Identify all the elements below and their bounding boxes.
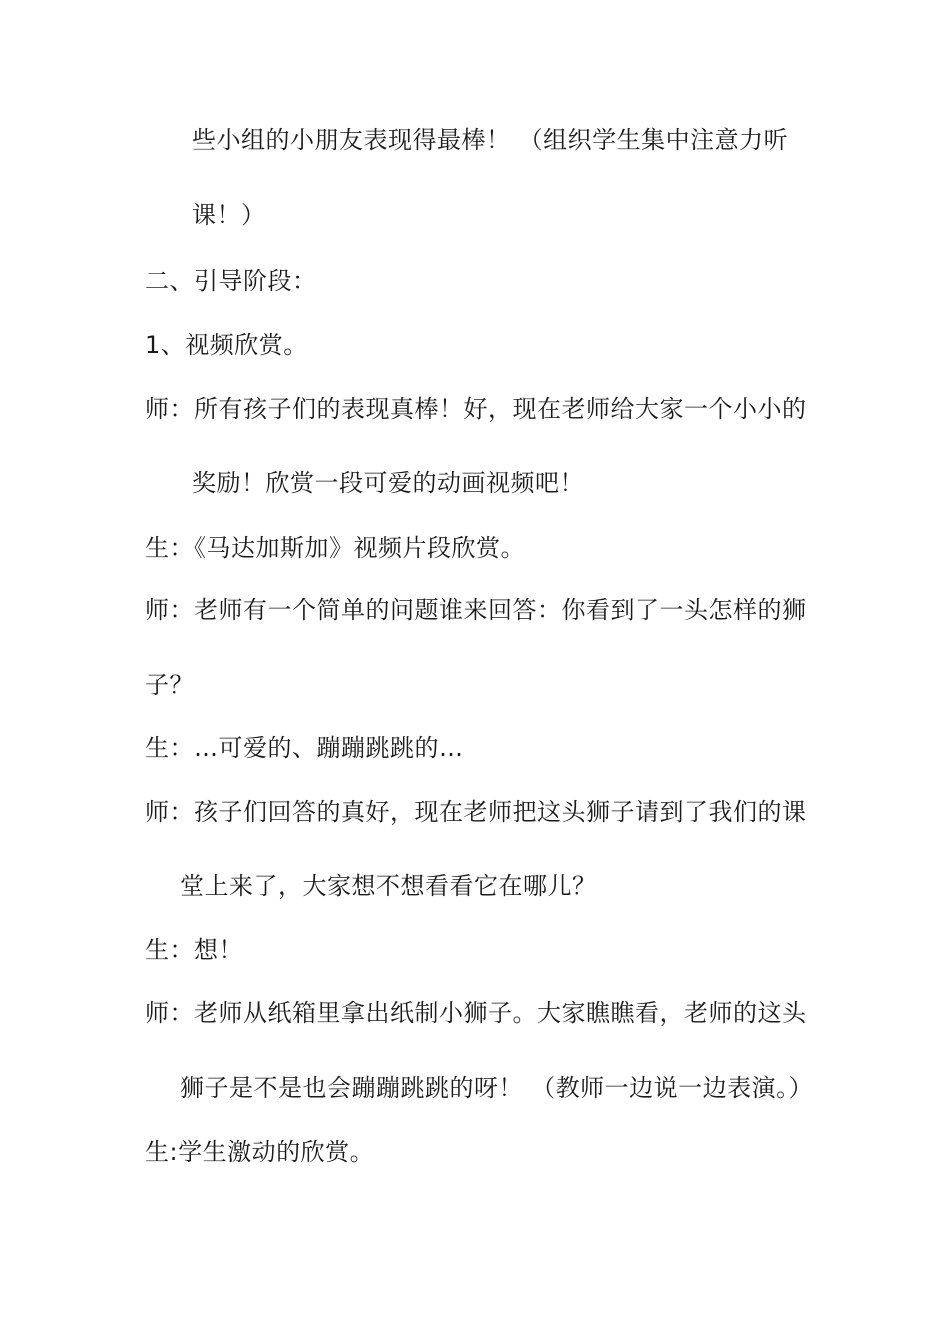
section-heading: 二、引导阶段： [145,267,317,295]
dialogue-line-teacher: 师：老师有一个简单的问题谁来回答：你看到了一头怎样的狮 [145,596,807,624]
dialogue-line-student: 生:学生激动的欣赏。 [145,1138,375,1166]
text-line-continuation: 狮子是不是也会蹦蹦跳跳的呀！ （教师一边说一边表演。） [180,1074,814,1102]
dialogue-line-student: 生：想！ [145,936,243,964]
dialogue-line-student: 生：…可爱的、蹦蹦跳跳的… [145,734,464,762]
text-line-continuation: 子？ [145,671,194,699]
text-line-continuation: 堂上来了，大家想不想看看它在哪儿？ [180,872,597,900]
subsection-heading: 1、视频欣赏。 [145,331,308,359]
dialogue-line-teacher: 师：所有孩子们的表现真棒！好，现在老师给大家一个小小的 [145,395,807,423]
text-line-continuation: 些小组的小朋友表现得最棒！ （组织学生集中注意力听 [192,126,789,154]
text-line-continuation: 奖励！欣赏一段可爱的动画视频吧！ [192,469,584,497]
dialogue-line-teacher: 师：孩子们回答的真好，现在老师把这头狮子请到了我们的课 [145,798,807,826]
dialogue-line-teacher: 师：老师从纸箱里拿出纸制小狮子。大家瞧瞧看，老师的这头 [145,999,807,1027]
text-line-continuation: 课！） [192,201,266,229]
dialogue-line-student: 生：《马达加斯加》视频片段欣赏。 [145,534,525,562]
